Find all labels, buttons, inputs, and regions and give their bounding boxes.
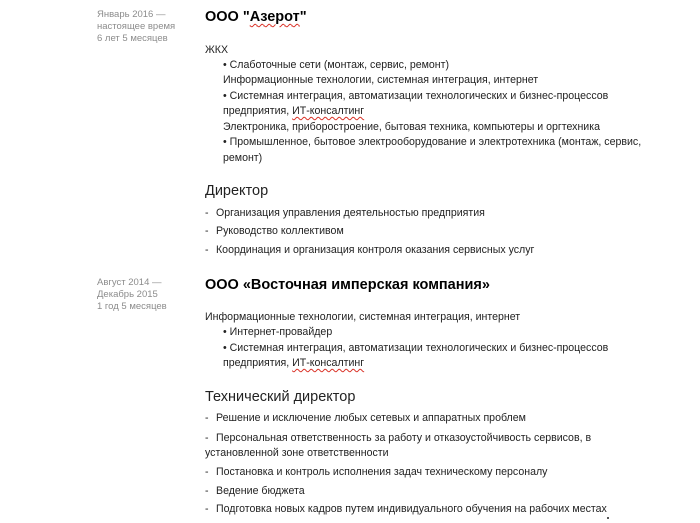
duty-item: - Организация управления деятельностью предприятия bbox=[205, 207, 485, 219]
period-duration: 6 лет 5 месяцев bbox=[97, 33, 168, 44]
duty-item: - Решение и исключение любых сетевых и аппаратных проблем bbox=[205, 412, 526, 424]
period-end: настоящее время bbox=[97, 21, 176, 32]
period bbox=[97, 277, 197, 313]
industry-line: Информационные технологии, системная интеграция, интернет bbox=[205, 311, 521, 323]
period-end: Декабрь 2015 bbox=[97, 289, 158, 300]
industry-line: • Системная интеграция, автоматизации технологических и бизнес-процессов bbox=[223, 90, 609, 102]
industry-line: • Слаботочные сети (монтаж, сервис, ремонт) bbox=[223, 59, 450, 71]
period-dates: Январь 2016 — bbox=[97, 9, 166, 20]
duty-item: - Постановка и контроль исполнения задач техническому персоналу bbox=[205, 466, 548, 478]
industry-line: Информационные технологии, системная интеграция, интернет bbox=[223, 74, 539, 86]
duty-item-continuation: установленной зоне ответственности bbox=[205, 447, 389, 459]
company-name: ООО "Азерот" bbox=[205, 9, 307, 25]
industry-line: • Промышленное, бытовое электрооборудование и электротехника (монтаж, сервис, bbox=[223, 136, 642, 148]
industry-line: ЖКХ bbox=[205, 44, 229, 56]
industry-line: ремонт) bbox=[223, 152, 263, 164]
period bbox=[97, 9, 197, 45]
industry-line: Электроника, приборостроение, бытовая техника, компьютеры и оргтехника bbox=[223, 121, 600, 133]
industry-line: предприятия, ИТ-консалтинг bbox=[223, 105, 365, 117]
duty-item: - Ведение бюджета bbox=[205, 485, 305, 497]
company-name: ООО «Восточная имперская компания» bbox=[205, 277, 490, 293]
period-duration: 1 год 5 месяцев bbox=[97, 301, 167, 312]
industry-line: • Системная интеграция, автоматизации технологических и бизнес-процессов bbox=[223, 342, 609, 354]
industry-line: предприятия, ИТ-консалтинг bbox=[223, 357, 365, 369]
period-dates: Август 2014 — bbox=[97, 277, 162, 288]
position-title: Технический директор bbox=[205, 389, 356, 405]
duty-item: - Координация и организация контроля оказания сервисных услуг bbox=[205, 244, 535, 256]
stray-mark bbox=[607, 517, 609, 519]
duty-item: - Руководство коллективом bbox=[205, 225, 344, 237]
position-title: Директор bbox=[205, 183, 269, 199]
duty-item: - Персональная ответственность за работу и отказоустойчивость сервисов, в bbox=[205, 432, 592, 444]
duty-item: - Подготовка новых кадров путем индивидуального обучения на рабочих местах bbox=[205, 503, 607, 515]
industry-line: • Интернет-провайдер bbox=[223, 326, 333, 338]
